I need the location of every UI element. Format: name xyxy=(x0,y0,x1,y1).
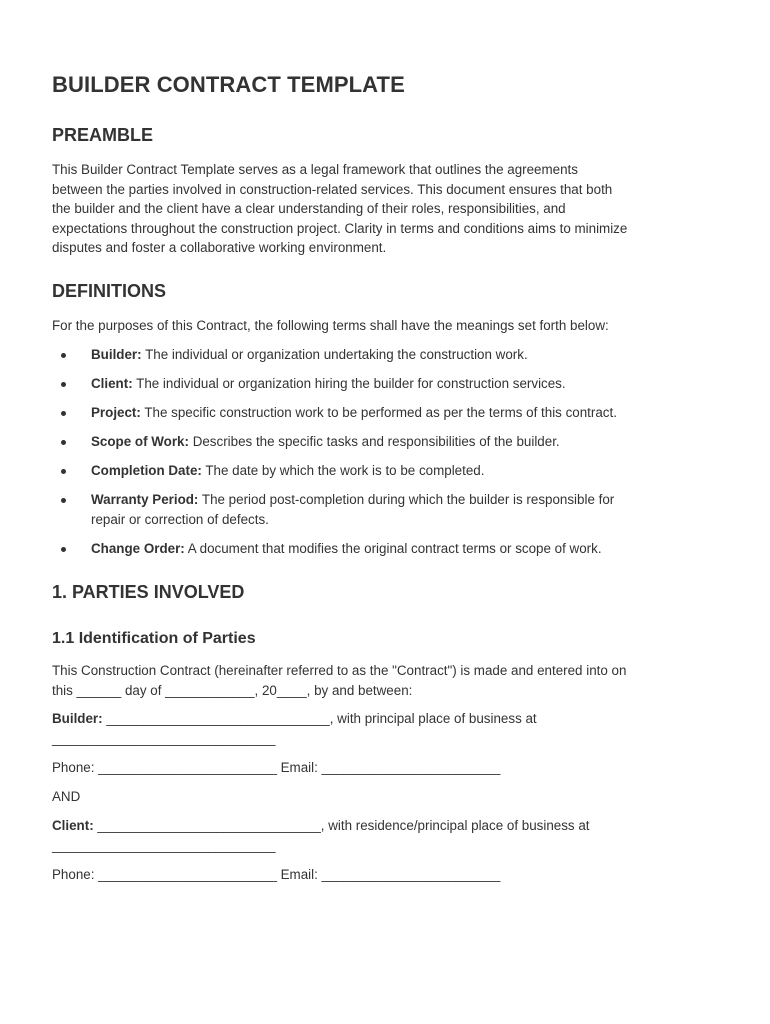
bullet-icon xyxy=(61,498,66,503)
definition-term: Project: xyxy=(91,405,141,420)
definition-text: A document that modifies the original contract terms or scope of work. xyxy=(184,541,602,556)
bullet-icon xyxy=(61,353,66,358)
bullet-icon xyxy=(61,547,66,552)
definition-text: The individual or organization undertaking the construction work. xyxy=(141,347,528,362)
bullet-icon xyxy=(61,469,66,474)
preamble-line: This Builder Contract Template serves as a legal framework that outlines the agreements xyxy=(52,162,578,177)
bullet-icon xyxy=(61,411,66,416)
and-separator: AND xyxy=(52,789,81,804)
client-contact-line: Phone: ________________________ Email: ________________________ xyxy=(52,867,501,882)
preamble-line: the builder and the client have a clear understanding of their roles, responsibilities, and xyxy=(52,201,566,216)
bullet-icon xyxy=(61,440,66,445)
definition-term: Builder: xyxy=(91,347,142,362)
definition-text: The individual or organization hiring the builder for construction services. xyxy=(132,376,566,391)
preamble-heading: PREAMBLE xyxy=(52,125,154,145)
definition-text-continued: repair or correction of defects. xyxy=(91,511,269,527)
definition-term: Completion Date: xyxy=(91,463,202,478)
definition-term: Change Order: xyxy=(91,541,185,556)
client-name-blank: ______________________________, with residence/principal place of business at xyxy=(93,818,590,833)
definition-term: Scope of Work: xyxy=(91,434,189,449)
builder-label: Builder: xyxy=(52,711,103,726)
client-label: Client: xyxy=(52,818,94,833)
definitions-intro: For the purposes of this Contract, the following terms shall have the meanings set forth below: xyxy=(52,318,609,333)
bullet-icon xyxy=(61,382,66,387)
definition-text: Describes the specific tasks and responsibilities of the builder. xyxy=(188,434,560,449)
definitions-heading: DEFINITIONS xyxy=(52,281,167,301)
parties-heading: 1. PARTIES INVOLVED xyxy=(52,582,245,602)
definition-text: The period post-completion during which the builder is responsible for xyxy=(198,492,615,507)
builder-address-blank: ______________________________ xyxy=(52,730,276,746)
client-address-blank: ______________________________ xyxy=(52,837,276,853)
definition-term: Client: xyxy=(91,376,133,391)
parties-intro-line: this ______ day of ____________, 20____, by and between: xyxy=(52,682,413,698)
definition-text: The specific construction work to be performed as per the terms of this contract. xyxy=(140,405,617,420)
preamble-line: between the parties involved in construction-related services. This document ensures that both xyxy=(52,181,613,197)
preamble-line: expectations throughout the construction project. Clarity in terms and conditions aims to minimize xyxy=(52,220,628,236)
builder-line xyxy=(52,709,722,729)
definition-text: The date by which the work is to be completed. xyxy=(201,463,485,478)
parties-subheading: 1.1 Identification of Parties xyxy=(52,630,256,647)
builder-name-blank: ______________________________, with principal place of business at xyxy=(102,711,537,726)
document-title: BUILDER CONTRACT TEMPLATE xyxy=(52,72,405,97)
preamble-line: disputes and foster a collaborative working environment. xyxy=(52,240,387,255)
definition-term: Warranty Period: xyxy=(91,492,199,507)
builder-contact-line: Phone: ________________________ Email: ________________________ xyxy=(52,760,501,775)
client-line xyxy=(52,816,722,836)
parties-intro-line: This Construction Contract (hereinafter referred to as the "Contract") is made and entered into on xyxy=(52,663,627,678)
